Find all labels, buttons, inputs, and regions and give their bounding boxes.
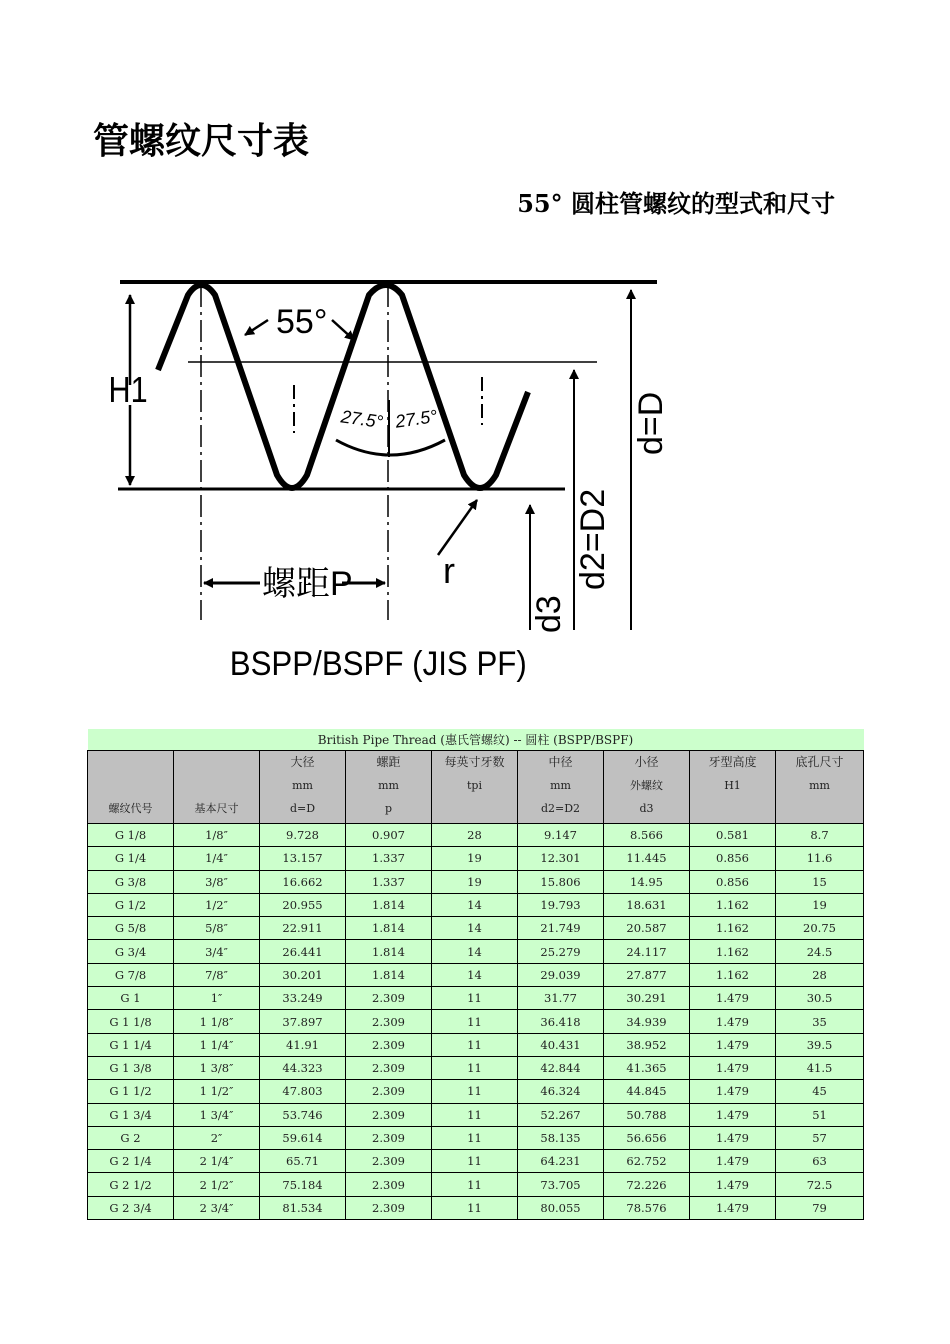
pitch-label: 螺距P <box>262 565 353 603</box>
table-cell: 2.309 <box>346 1126 432 1149</box>
half-angle-arc <box>336 440 445 455</box>
table-cell: 57 <box>776 1126 864 1149</box>
table-cell: 27.877 <box>604 963 690 986</box>
column-header-line <box>174 751 259 774</box>
table-cell: 2.309 <box>346 1033 432 1056</box>
table-cell: 1.479 <box>690 1080 776 1103</box>
column-header <box>174 751 260 824</box>
table-cell: 0.856 <box>690 847 776 870</box>
table-cell: 28 <box>432 824 518 847</box>
column-header-line <box>432 797 517 820</box>
table-cell: 3/4″ <box>174 940 260 963</box>
table-cell: G 1/4 <box>88 847 174 870</box>
column-header-line <box>776 797 863 820</box>
table-cell: 1/8″ <box>174 824 260 847</box>
table-cell: 9.147 <box>518 824 604 847</box>
table-cell: 14 <box>432 963 518 986</box>
table-cell: 41.365 <box>604 1056 690 1079</box>
table-cell: 46.324 <box>518 1080 604 1103</box>
table-cell: 7/8″ <box>174 963 260 986</box>
table-cell: G 1 1/8 <box>88 1010 174 1033</box>
table-row <box>88 824 864 847</box>
table-cell: 14 <box>432 893 518 916</box>
table-cell: 15.806 <box>518 870 604 893</box>
table-cell: 1.479 <box>690 1033 776 1056</box>
radius-arrow <box>438 500 477 555</box>
table-cell: 0.856 <box>690 870 776 893</box>
table-cell: 41.5 <box>776 1056 864 1079</box>
angle-55-label: 55° <box>276 303 328 341</box>
column-header-line: mm <box>809 779 830 792</box>
table-cell: 56.656 <box>604 1126 690 1149</box>
table-cell: 35 <box>776 1010 864 1033</box>
table-cell: 11.6 <box>776 847 864 870</box>
table-cell: G 2 <box>88 1126 174 1149</box>
table-row <box>88 987 864 1010</box>
diagram-caption: BSPP/BSPF (JIS PF) <box>229 643 527 683</box>
thread-profile-curve <box>158 285 528 488</box>
table-cell: G 1 1/4 <box>88 1033 174 1056</box>
table-cell: 29.039 <box>518 963 604 986</box>
table-cell: 28 <box>776 963 864 986</box>
table-cell: 31.77 <box>518 987 604 1010</box>
table-cell: G 1/2 <box>88 893 174 916</box>
half-angle-right-label: 27.5° <box>393 406 439 432</box>
column-header-line: 中径 <box>548 755 573 769</box>
table-row <box>88 1103 864 1126</box>
column-header <box>260 751 346 824</box>
table-cell: 9.728 <box>260 824 346 847</box>
table-cell: 1.162 <box>690 940 776 963</box>
table-cell: 38.952 <box>604 1033 690 1056</box>
table-cell: 52.267 <box>518 1103 604 1126</box>
column-header <box>518 751 604 824</box>
table-cell: 20.955 <box>260 893 346 916</box>
table-cell: 1.814 <box>346 963 432 986</box>
table-cell: 12.301 <box>518 847 604 870</box>
column-header-line <box>88 774 173 797</box>
table-cell: 2.309 <box>346 987 432 1010</box>
table-cell: 30.5 <box>776 987 864 1010</box>
table-cell: 11 <box>432 1150 518 1173</box>
table-cell: 11 <box>432 1173 518 1196</box>
table-cell: G 1 <box>88 987 174 1010</box>
table-row <box>88 847 864 870</box>
table-cell: 73.705 <box>518 1173 604 1196</box>
table-cell: 19 <box>432 847 518 870</box>
table-cell: 1.479 <box>690 987 776 1010</box>
table-cell: 2.309 <box>346 1080 432 1103</box>
table-cell: 8.566 <box>604 824 690 847</box>
table-cell: 1.814 <box>346 917 432 940</box>
table-body <box>88 824 864 1220</box>
table-cell: 1.162 <box>690 893 776 916</box>
radius-label: r <box>443 550 455 591</box>
half-angle-left-label: 27.5° <box>339 406 385 433</box>
table-cell: G 2 1/2 <box>88 1173 174 1196</box>
table-cell: 26.441 <box>260 940 346 963</box>
table-cell: G 3/8 <box>88 870 174 893</box>
column-header-line: mm <box>550 779 571 792</box>
table-cell: 42.844 <box>518 1056 604 1079</box>
table-cell: 21.749 <box>518 917 604 940</box>
column-header <box>432 751 518 824</box>
table-cell: 0.907 <box>346 824 432 847</box>
table-row <box>88 963 864 986</box>
column-header-line: 大径 <box>290 755 315 769</box>
table-cell: 0.581 <box>690 824 776 847</box>
thread-dimension-table <box>87 729 864 1220</box>
table-cell: 65.71 <box>260 1150 346 1173</box>
table-cell: G 3/4 <box>88 940 174 963</box>
table-cell: 44.845 <box>604 1080 690 1103</box>
page-title: 管螺纹尺寸表 <box>93 120 310 162</box>
h1-label: H1 <box>108 370 148 411</box>
table-cell: 11 <box>432 1126 518 1149</box>
table-cell: 47.803 <box>260 1080 346 1103</box>
table-cell: 11 <box>432 987 518 1010</box>
table-row <box>88 1173 864 1196</box>
table-cell: 30.291 <box>604 987 690 1010</box>
table-cell: 1.479 <box>690 1196 776 1219</box>
table-cell: 40.431 <box>518 1033 604 1056</box>
table-cell: 1.162 <box>690 917 776 940</box>
table-cell: 34.939 <box>604 1010 690 1033</box>
column-header <box>776 751 864 824</box>
table-cell: 19 <box>432 870 518 893</box>
column-header-line <box>174 774 259 797</box>
d-label: d=D <box>632 391 670 455</box>
thread-profile-diagram <box>100 265 670 690</box>
table-cell: 44.323 <box>260 1056 346 1079</box>
table-cell: 1.814 <box>346 893 432 916</box>
table-cell: 24.117 <box>604 940 690 963</box>
table-cell: 5/8″ <box>174 917 260 940</box>
table-cell: 30.201 <box>260 963 346 986</box>
table-cell: 2 1/4″ <box>174 1150 260 1173</box>
table-cell: 16.662 <box>260 870 346 893</box>
table-cell: 80.055 <box>518 1196 604 1219</box>
table-cell: 1.479 <box>690 1126 776 1149</box>
table-cell: 1.479 <box>690 1103 776 1126</box>
table-cell: 53.746 <box>260 1103 346 1126</box>
column-header-line <box>690 797 775 820</box>
table-row <box>88 940 864 963</box>
table-cell: 1″ <box>174 987 260 1010</box>
table-cell: 1.337 <box>346 847 432 870</box>
table-cell: 72.5 <box>776 1173 864 1196</box>
table-cell: 1.814 <box>346 940 432 963</box>
table-cell: 1.337 <box>346 870 432 893</box>
d3-label: d3 <box>530 595 568 633</box>
table-cell: 1.162 <box>690 963 776 986</box>
table-row <box>88 917 864 940</box>
table-cell: 2.309 <box>346 1173 432 1196</box>
table-cell: 20.587 <box>604 917 690 940</box>
table-cell: 72.226 <box>604 1173 690 1196</box>
table-header-row <box>88 751 864 824</box>
table-cell: 1/4″ <box>174 847 260 870</box>
table-cell: 19 <box>776 893 864 916</box>
table-cell: 11 <box>432 1010 518 1033</box>
column-header-line: mm <box>292 779 313 792</box>
table-cell: 11 <box>432 1056 518 1079</box>
table-cell: 8.7 <box>776 824 864 847</box>
table-cell: 3/8″ <box>174 870 260 893</box>
table-cell: 11.445 <box>604 847 690 870</box>
table-cell: 1 3/4″ <box>174 1103 260 1126</box>
table-cell: 19.793 <box>518 893 604 916</box>
column-header-line: d=D <box>289 802 316 815</box>
table-cell: 63 <box>776 1150 864 1173</box>
table-cell: 79 <box>776 1196 864 1219</box>
table-cell: 2.309 <box>346 1150 432 1173</box>
table-cell: 1 1/2″ <box>174 1080 260 1103</box>
column-header <box>604 751 690 824</box>
table-cell: 2.309 <box>346 1010 432 1033</box>
column-header <box>690 751 776 824</box>
table-row <box>88 893 864 916</box>
table-cell: 11 <box>432 1196 518 1219</box>
column-header <box>88 751 174 824</box>
table-caption: British Pipe Thread (惠氏管螺纹) -- 圆柱 (BSPP/BSPF) <box>88 729 864 751</box>
table-cell: 41.91 <box>260 1033 346 1056</box>
column-header-line: 基本尺寸 <box>194 802 239 815</box>
column-header-line: 外螺纹 <box>630 779 663 792</box>
angle-arrow <box>245 320 268 335</box>
table-cell: 51 <box>776 1103 864 1126</box>
table-cell: 36.418 <box>518 1010 604 1033</box>
table-cell: 62.752 <box>604 1150 690 1173</box>
table-row <box>88 1080 864 1103</box>
table-cell: G 2 1/4 <box>88 1150 174 1173</box>
column-header-line: H1 <box>724 779 741 792</box>
table-cell: 58.135 <box>518 1126 604 1149</box>
table-cell: 14 <box>432 917 518 940</box>
table-cell: 18.631 <box>604 893 690 916</box>
table-cell: 1 3/8″ <box>174 1056 260 1079</box>
table-row <box>88 1150 864 1173</box>
table-cell: 25.279 <box>518 940 604 963</box>
table-cell: 50.788 <box>604 1103 690 1126</box>
table-row <box>88 1033 864 1056</box>
table-cell: 1 1/8″ <box>174 1010 260 1033</box>
page-subtitle: 55° 圆柱管螺纹的型式和尺寸 <box>517 189 835 218</box>
table-cell: 59.614 <box>260 1126 346 1149</box>
table-cell: 2.309 <box>346 1103 432 1126</box>
table-row <box>88 870 864 893</box>
table-cell: 64.231 <box>518 1150 604 1173</box>
table-cell: G 7/8 <box>88 963 174 986</box>
table-cell: 1/2″ <box>174 893 260 916</box>
table-row <box>88 1126 864 1149</box>
column-header-line: tpi <box>467 779 482 792</box>
d2-label: d2=D2 <box>574 488 612 590</box>
column-header-line: 牙型高度 <box>708 755 757 769</box>
table-cell: G 1/8 <box>88 824 174 847</box>
column-header-line: p <box>384 802 393 815</box>
table-cell: G 1 1/2 <box>88 1080 174 1103</box>
table-cell: G 2 3/4 <box>88 1196 174 1219</box>
table-cell: 1.479 <box>690 1173 776 1196</box>
table-row <box>88 1056 864 1079</box>
table-cell: 11 <box>432 1103 518 1126</box>
column-header-line: d2=D2 <box>540 802 581 815</box>
table-cell: 1.479 <box>690 1150 776 1173</box>
column-header <box>346 751 432 824</box>
table-cell: 14 <box>432 940 518 963</box>
column-header-line: 每英寸牙数 <box>444 755 505 769</box>
table-cell: 14.95 <box>604 870 690 893</box>
table-cell: 1.479 <box>690 1010 776 1033</box>
column-header-line: 螺纹代号 <box>108 802 153 815</box>
table-cell: 45 <box>776 1080 864 1103</box>
table-cell: 39.5 <box>776 1033 864 1056</box>
table-cell: 75.184 <box>260 1173 346 1196</box>
table-cell: 81.534 <box>260 1196 346 1219</box>
table-cell: 15 <box>776 870 864 893</box>
column-header-line: 底孔尺寸 <box>795 755 844 769</box>
table-row <box>88 1010 864 1033</box>
table-cell: 1 1/4″ <box>174 1033 260 1056</box>
table-cell: 11 <box>432 1080 518 1103</box>
column-header-line: 小径 <box>634 755 659 769</box>
column-header-line: 螺距 <box>376 755 401 769</box>
table-cell: 1.479 <box>690 1056 776 1079</box>
table-cell: 2.309 <box>346 1056 432 1079</box>
table-cell: 13.157 <box>260 847 346 870</box>
table-cell: 11 <box>432 1033 518 1056</box>
angle-arrow <box>332 320 354 340</box>
table-cell: G 1 3/8 <box>88 1056 174 1079</box>
table-cell: 2 1/2″ <box>174 1173 260 1196</box>
table-cell: 20.75 <box>776 917 864 940</box>
table-cell: 22.911 <box>260 917 346 940</box>
table-cell: G 5/8 <box>88 917 174 940</box>
table-cell: 2″ <box>174 1126 260 1149</box>
table-cell: 33.249 <box>260 987 346 1010</box>
table-cell: 24.5 <box>776 940 864 963</box>
table-cell: 37.897 <box>260 1010 346 1033</box>
column-header-line: d3 <box>639 802 654 815</box>
column-header-line: mm <box>378 779 399 792</box>
table-row <box>88 1196 864 1219</box>
table-cell: G 1 3/4 <box>88 1103 174 1126</box>
table-cell: 78.576 <box>604 1196 690 1219</box>
column-header-line <box>88 751 173 774</box>
table-cell: 2 3/4″ <box>174 1196 260 1219</box>
table-cell: 2.309 <box>346 1196 432 1219</box>
